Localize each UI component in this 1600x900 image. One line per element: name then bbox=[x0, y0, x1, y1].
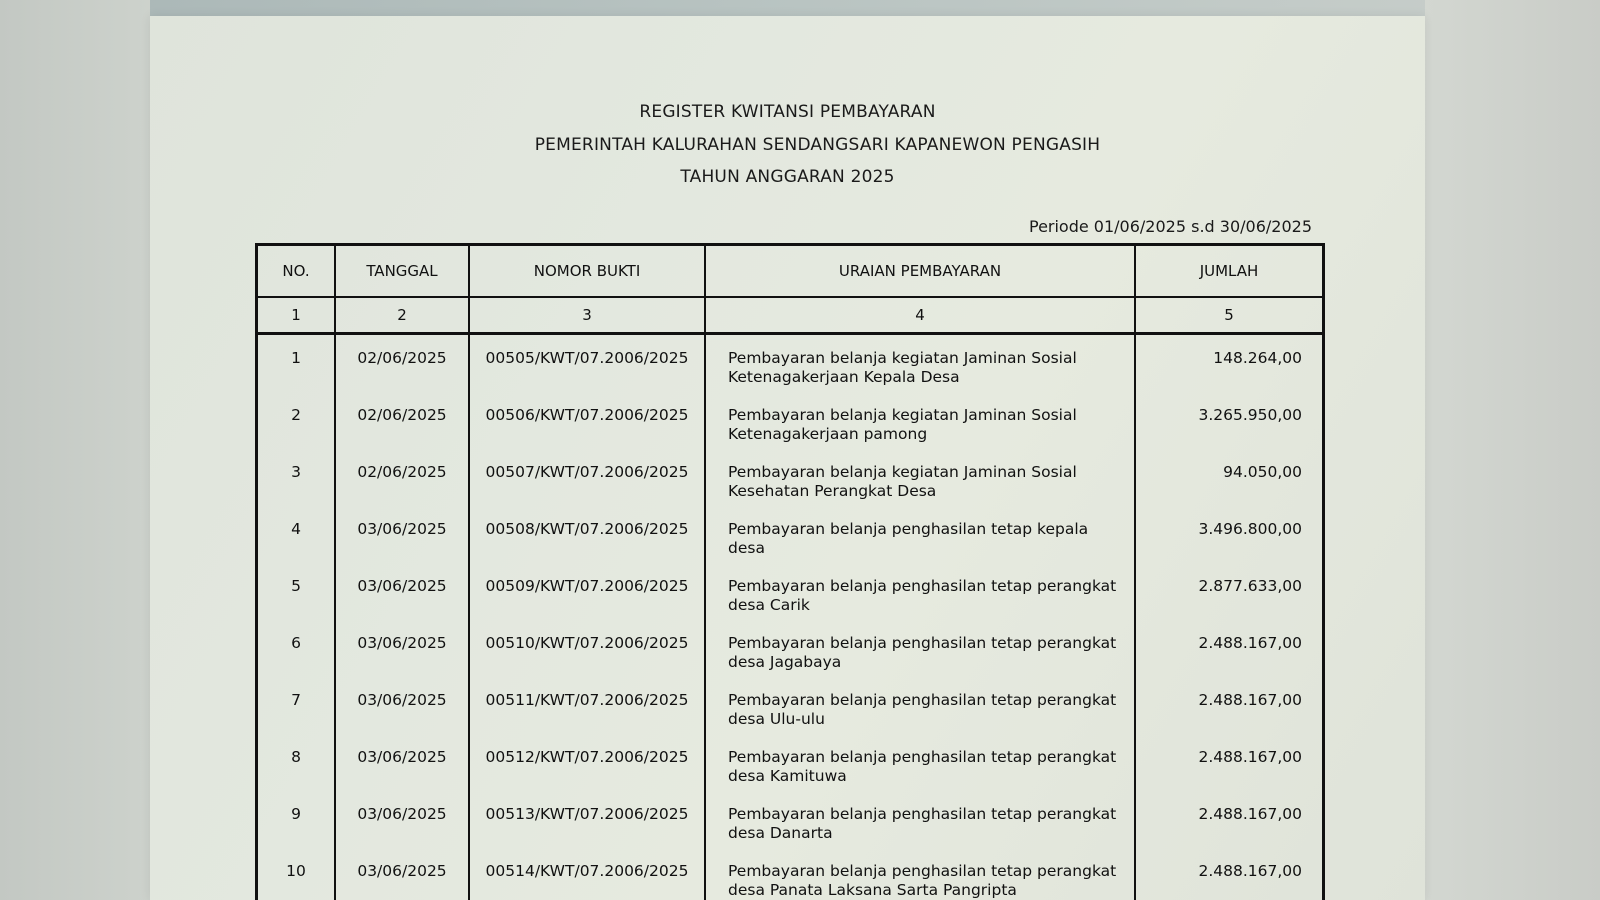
cell-jumlah: 2.488.167,00 bbox=[1135, 791, 1324, 848]
cell-nomor-bukti: 00512/KWT/07.2006/2025 bbox=[469, 734, 705, 791]
cell-tanggal: 03/06/2025 bbox=[335, 620, 469, 677]
table-header-row bbox=[257, 245, 1324, 298]
cell-nomor-bukti: 00509/KWT/07.2006/2025 bbox=[469, 563, 705, 620]
cell-tanggal: 02/06/2025 bbox=[335, 334, 469, 393]
cell-tanggal: 02/06/2025 bbox=[335, 392, 469, 449]
table-row bbox=[257, 506, 1324, 563]
receipt-register-table bbox=[255, 243, 1325, 900]
cell-no: 2 bbox=[257, 392, 336, 449]
cell-tanggal: 03/06/2025 bbox=[335, 848, 469, 900]
cell-nomor-bukti: 00513/KWT/07.2006/2025 bbox=[469, 791, 705, 848]
table-row bbox=[257, 791, 1324, 848]
column-number: 1 bbox=[257, 297, 336, 334]
cell-nomor-bukti: 00506/KWT/07.2006/2025 bbox=[469, 392, 705, 449]
table-row bbox=[257, 734, 1324, 791]
column-number: 2 bbox=[335, 297, 469, 334]
cell-tanggal: 03/06/2025 bbox=[335, 506, 469, 563]
column-header-tanggal: TANGGAL bbox=[335, 245, 469, 298]
period-label: Periode 01/06/2025 s.d 30/06/2025 bbox=[1028, 217, 1312, 236]
screen-top-band bbox=[0, 0, 1600, 16]
table-row bbox=[257, 677, 1324, 734]
column-number: 4 bbox=[705, 297, 1135, 334]
cell-uraian: Pembayaran belanja kegiatan Jaminan Sosial Ketenagakerjaan pamong bbox=[705, 392, 1135, 449]
column-header-jumlah: JUMLAH bbox=[1135, 245, 1324, 298]
cell-uraian: Pembayaran belanja penghasilan tetap kepala desa bbox=[705, 506, 1135, 563]
column-number: 3 bbox=[469, 297, 705, 334]
cell-uraian: Pembayaran belanja penghasilan tetap perangkat desa Danarta bbox=[705, 791, 1135, 848]
cell-nomor-bukti: 00508/KWT/07.2006/2025 bbox=[469, 506, 705, 563]
cell-no: 8 bbox=[257, 734, 336, 791]
cell-tanggal: 03/06/2025 bbox=[335, 791, 469, 848]
column-header-nomor-bukti: NOMOR BUKTI bbox=[469, 245, 705, 298]
screen-margin-left bbox=[0, 0, 150, 900]
cell-jumlah: 2.488.167,00 bbox=[1135, 848, 1324, 900]
cell-tanggal: 03/06/2025 bbox=[335, 734, 469, 791]
cell-jumlah: 2.488.167,00 bbox=[1135, 677, 1324, 734]
cell-jumlah: 2.488.167,00 bbox=[1135, 620, 1324, 677]
cell-tanggal: 03/06/2025 bbox=[335, 563, 469, 620]
cell-no: 7 bbox=[257, 677, 336, 734]
cell-no: 5 bbox=[257, 563, 336, 620]
cell-no: 3 bbox=[257, 449, 336, 506]
cell-uraian: Pembayaran belanja penghasilan tetap perangkat desa Jagabaya bbox=[705, 620, 1135, 677]
cell-no: 4 bbox=[257, 506, 336, 563]
cell-jumlah: 2.877.633,00 bbox=[1135, 563, 1324, 620]
table-row bbox=[257, 620, 1324, 677]
column-number: 5 bbox=[1135, 297, 1324, 334]
cell-jumlah: 148.264,00 bbox=[1135, 334, 1324, 393]
cell-jumlah: 3.265.950,00 bbox=[1135, 392, 1324, 449]
cell-tanggal: 02/06/2025 bbox=[335, 449, 469, 506]
table-row bbox=[257, 563, 1324, 620]
column-header-uraian: URAIAN PEMBAYARAN bbox=[705, 245, 1135, 298]
cell-jumlah: 3.496.800,00 bbox=[1135, 506, 1324, 563]
table-row bbox=[257, 334, 1324, 393]
cell-nomor-bukti: 00507/KWT/07.2006/2025 bbox=[469, 449, 705, 506]
table-row bbox=[257, 449, 1324, 506]
document-title: REGISTER KWITANSI PEMBAYARAN bbox=[639, 102, 936, 122]
cell-no: 9 bbox=[257, 791, 336, 848]
cell-uraian: Pembayaran belanja penghasilan tetap perangkat desa Carik bbox=[705, 563, 1135, 620]
cell-nomor-bukti: 00510/KWT/07.2006/2025 bbox=[469, 620, 705, 677]
cell-jumlah: 2.488.167,00 bbox=[1135, 734, 1324, 791]
cell-nomor-bukti: 00514/KWT/07.2006/2025 bbox=[469, 848, 705, 900]
document-subtitle-year: TAHUN ANGGARAN 2025 bbox=[680, 167, 895, 187]
column-header-no: NO. bbox=[257, 245, 336, 298]
cell-nomor-bukti: 00505/KWT/07.2006/2025 bbox=[469, 334, 705, 393]
cell-uraian: Pembayaran belanja penghasilan tetap perangkat desa Ulu-ulu bbox=[705, 677, 1135, 734]
cell-no: 10 bbox=[257, 848, 336, 900]
cell-jumlah: 94.050,00 bbox=[1135, 449, 1324, 506]
cell-nomor-bukti: 00511/KWT/07.2006/2025 bbox=[469, 677, 705, 734]
cell-no: 6 bbox=[257, 620, 336, 677]
cell-no: 1 bbox=[257, 334, 336, 393]
document-subtitle-government: PEMERINTAH KALURAHAN SENDANGSARI KAPANEWON PENGASIH bbox=[534, 135, 1101, 155]
table-row bbox=[257, 392, 1324, 449]
column-number-row bbox=[257, 297, 1324, 334]
cell-uraian: Pembayaran belanja kegiatan Jaminan Sosial Kesehatan Perangkat Desa bbox=[705, 449, 1135, 506]
cell-tanggal: 03/06/2025 bbox=[335, 677, 469, 734]
cell-uraian: Pembayaran belanja penghasilan tetap perangkat desa Panata Laksana Sarta Pangripta bbox=[705, 848, 1135, 900]
document-page bbox=[150, 16, 1425, 900]
table-row bbox=[257, 848, 1324, 900]
cell-uraian: Pembayaran belanja penghasilan tetap perangkat desa Kamituwa bbox=[705, 734, 1135, 791]
cell-uraian: Pembayaran belanja kegiatan Jaminan Sosial Ketenagakerjaan Kepala Desa bbox=[705, 334, 1135, 393]
